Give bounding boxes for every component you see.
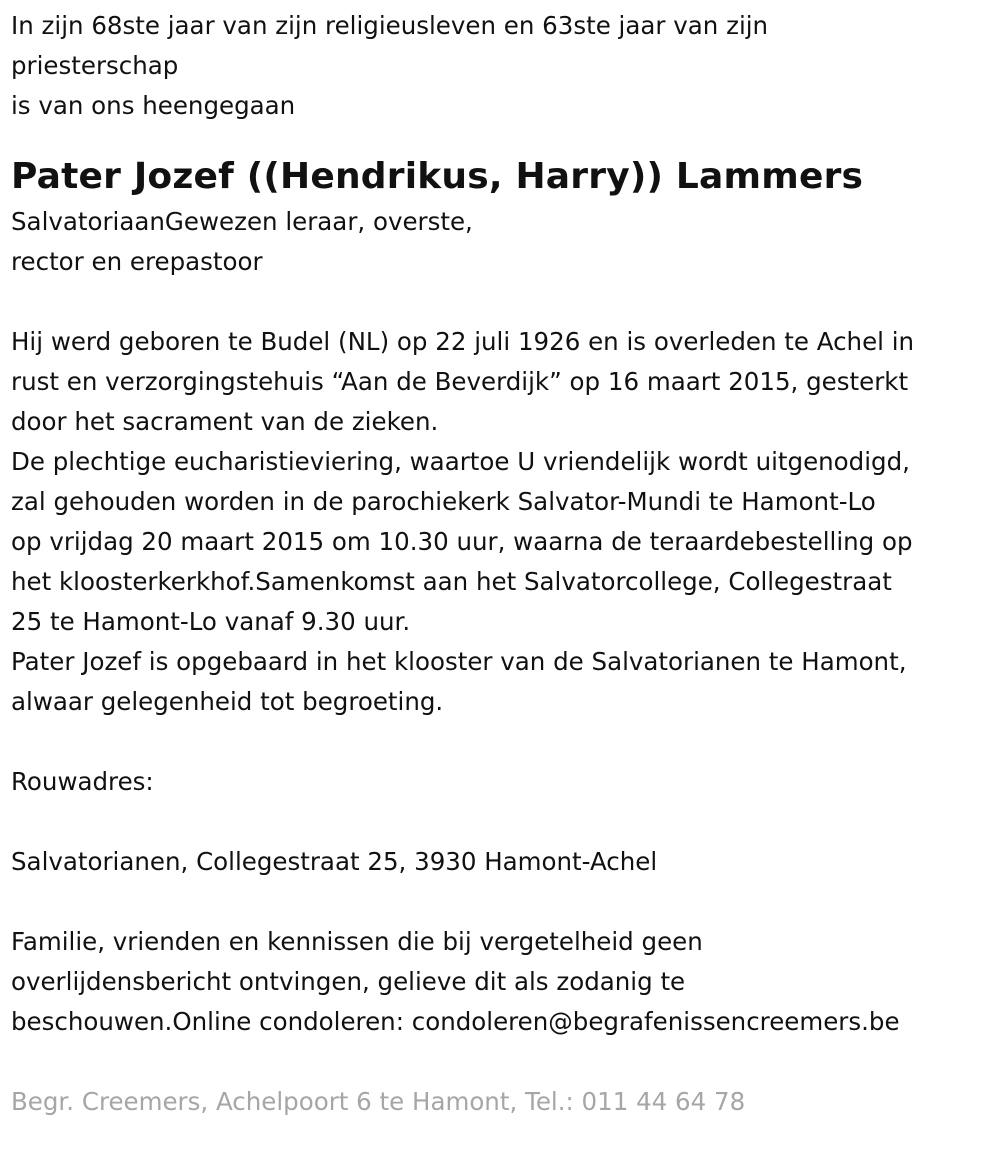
body-line: op vrijdag 20 maart 2015 om 10.30 uur, waarna de teraardebestelling op (11, 527, 913, 556)
notice-line: overlijdensbericht ontvingen, gelieve dit als zodanig te (11, 967, 686, 996)
body-line: alwaar gelegenheid tot begroeting. (11, 687, 444, 716)
deceased-name: Pater Jozef ((Hendrikus, Harry)) Lammers (11, 156, 864, 197)
intro-line: In zijn 68ste jaar van zijn religieusleven en 63ste jaar van zijn (11, 11, 769, 40)
address-label: Rouwadres: (11, 767, 154, 796)
body-line: Pater Jozef is opgebaard in het klooster van de Salvatorianen te Hamont, (11, 647, 907, 676)
deceased-title (11, 202, 990, 282)
title-line: SalvatoriaanGewezen leraar, overste, (11, 207, 473, 236)
notice-section (11, 922, 990, 1042)
funeral-home-footer: Begr. Creemers, Achelpoort 6 te Hamont, Tel.: 011 44 64 78 (11, 1087, 746, 1116)
notice-line: beschouwen.Online condoleren: condoleren@begrafenissencreemers.be (11, 1007, 900, 1036)
body-section (11, 322, 990, 722)
body-line: zal gehouden worden in de parochiekerk Salvator-Mundi te Hamont-Lo (11, 487, 876, 516)
body-line: Hij werd geboren te Budel (NL) op 22 juli 1926 en is overleden te Achel in (11, 327, 915, 356)
notice-line: Familie, vrienden en kennissen die bij vergetelheid geen (11, 927, 703, 956)
intro-line: priesterschap (11, 51, 179, 80)
body-line: 25 te Hamont-Lo vanaf 9.30 uur. (11, 607, 411, 636)
spacer (11, 1042, 990, 1082)
body-line: De plechtige eucharistieviering, waartoe U vriendelijk wordt uitgenodigd, (11, 447, 910, 476)
spacer (11, 282, 990, 322)
title-line: rector en erepastoor (11, 247, 263, 276)
spacer (11, 802, 990, 842)
intro-section (11, 6, 990, 126)
body-line: door het sacrament van de zieken. (11, 407, 439, 436)
body-line: het kloosterkerkhof.Samenkomst aan het Salvatorcollege, Collegestraat (11, 567, 892, 596)
spacer (11, 882, 990, 922)
address-value: Salvatorianen, Collegestraat 25, 3930 Hamont-Achel (11, 847, 658, 876)
spacer (11, 722, 990, 762)
intro-line: is van ons heengegaan (11, 91, 296, 120)
body-line: rust en verzorgingstehuis “Aan de Beverdijk” op 16 maart 2015, gesterkt (11, 367, 909, 396)
